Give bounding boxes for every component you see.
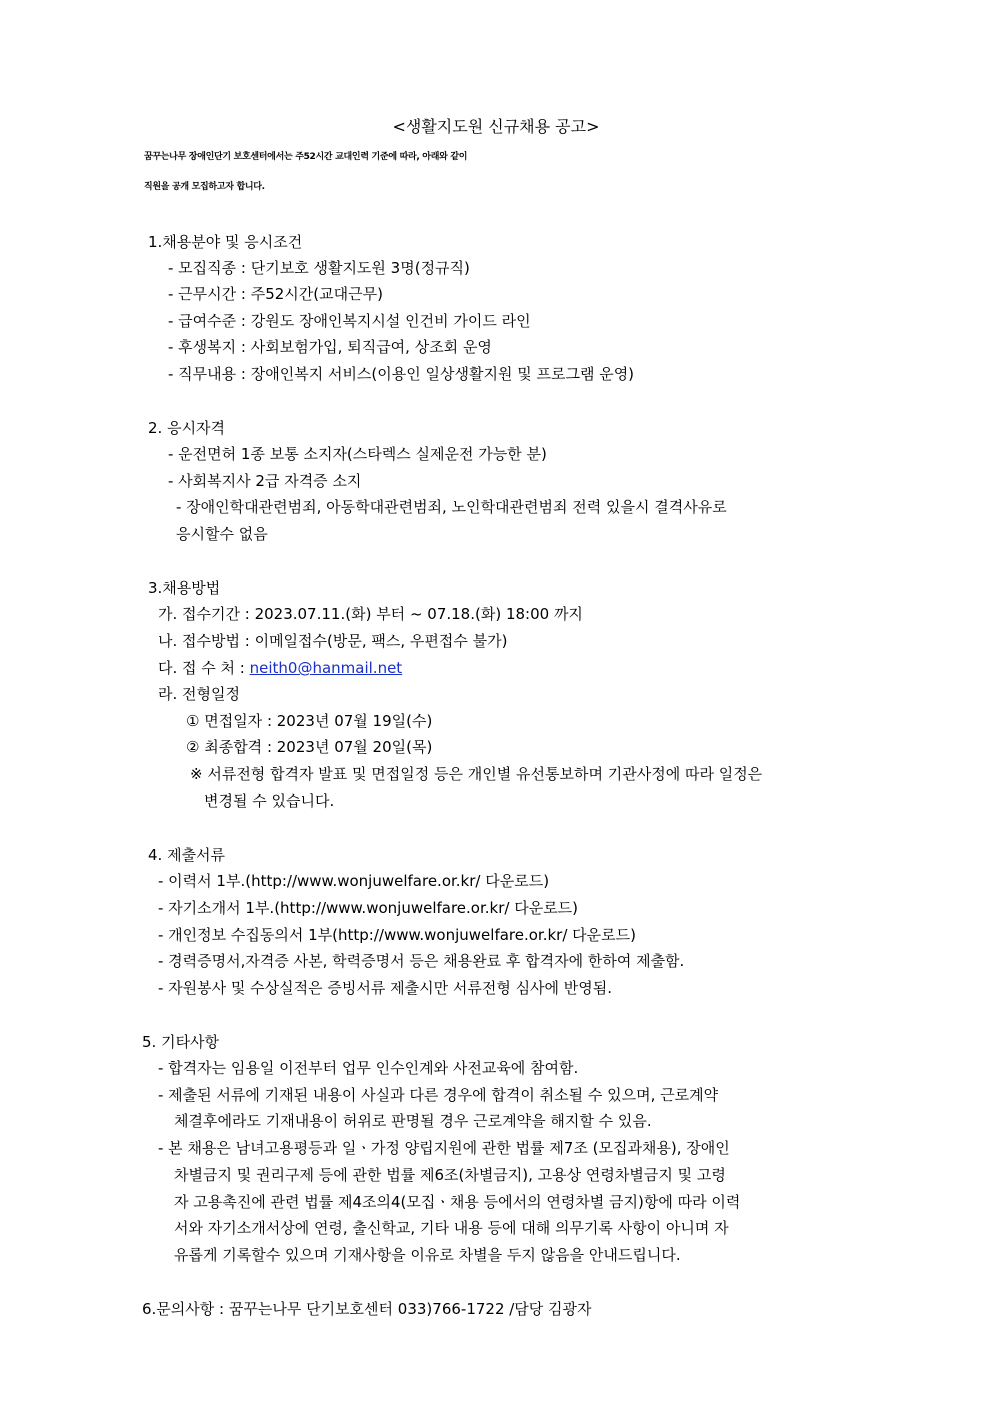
section-2-item: 응시할수 없음 bbox=[176, 525, 268, 543]
section-2-item: - 운전면허 1종 보통 소지자(스타렉스 실제운전 가능한 분) bbox=[168, 445, 547, 463]
section-2-heading: 2. 응시자격 bbox=[148, 419, 226, 437]
schedule-note: 변경될 수 있습니다. bbox=[204, 792, 335, 810]
section-2-item: - 사회복지사 2급 자격증 소지 bbox=[168, 472, 362, 490]
section-1-item: - 급여수준 : 강원도 장애인복지시설 인건비 가이드 라인 bbox=[168, 312, 531, 330]
schedule-item: ② 최종합격 : 2023년 07월 20일(목) bbox=[186, 738, 433, 756]
application-address bbox=[158, 658, 402, 678]
section-1-item: - 모집직종 : 단기보호 생활지도원 3명(정규직) bbox=[168, 259, 470, 277]
section-5-item: 자 고용촉진에 관련 법률 제4조의4(모집ㆍ채용 등에서의 연령차별 금지)항에 따라 이력 bbox=[174, 1193, 741, 1211]
section-1-heading: 1.채용분야 및 응시조건 bbox=[148, 233, 303, 251]
contact-info: 6.문의사항 : 꿈꾸는나무 단기보호센터 033)766-1722 /담당 김광자 bbox=[142, 1300, 592, 1318]
schedule-note: ※ 서류전형 합격자 발표 및 면접일정 등은 개인별 유선통보하며 기관사정에 따라 일정은 bbox=[190, 765, 763, 783]
section-5-heading: 5. 기타사항 bbox=[142, 1033, 220, 1051]
section-5-item: 체결후에라도 기재내용이 허위로 판명될 경우 근로계약을 해지할 수 있음. bbox=[174, 1112, 652, 1130]
section-5-item: 서와 자기소개서상에 연령, 출신학교, 기타 내용 등에 대해 의무기록 사항이 아니며 자 bbox=[174, 1219, 729, 1237]
section-1-item: - 후생복지 : 사회보험가입, 퇴직급여, 상조회 운영 bbox=[168, 338, 492, 356]
schedule-item: ① 면접일자 : 2023년 07월 19일(수) bbox=[186, 712, 433, 730]
application-method: 나. 접수방법 : 이메일접수(방문, 팩스, 우편접수 불가) bbox=[158, 632, 508, 650]
intro-line-2: 직원을 공개 모집하고자 합니다. bbox=[144, 182, 265, 192]
section-4-item: - 개인정보 수집동의서 1부(http://www.wonjuwelfare.or.kr/ 다운로드) bbox=[158, 926, 636, 944]
application-address-label: 다. 접 수 처 : bbox=[158, 659, 250, 677]
section-2-item: - 장애인학대관련범죄, 아동학대관련범죄, 노인학대관련범죄 전력 있을시 결격사유로 bbox=[176, 498, 727, 516]
section-4-item: - 이력서 1부.(http://www.wonjuwelfare.or.kr/ 다운로드) bbox=[158, 872, 550, 890]
section-5-item: - 제출된 서류에 기재된 내용이 사실과 다른 경우에 합격이 취소될 수 있으며, 근로계약 bbox=[158, 1086, 719, 1104]
section-4-heading: 4. 제출서류 bbox=[148, 846, 226, 864]
section-4-item: - 자원봉사 및 수상실적은 증빙서류 제출시만 서류전형 심사에 반영됨. bbox=[158, 979, 613, 997]
section-5-item: - 본 채용은 남녀고용평등과 일ㆍ가정 양립지원에 관한 법률 제7조 (모집과채용), 장애인 bbox=[158, 1139, 730, 1157]
email-link[interactable]: neith0@hanmail.net bbox=[249, 659, 403, 677]
section-1-item: - 근무시간 : 주52시간(교대근무) bbox=[168, 285, 383, 303]
section-1-item: - 직무내용 : 장애인복지 서비스(이용인 일상생활지원 및 프로그램 운영) bbox=[168, 365, 635, 383]
section-3-heading: 3.채용방법 bbox=[148, 579, 221, 597]
document-title: <생활지도원 신규채용 공고> bbox=[392, 117, 600, 136]
application-period: 가. 접수기간 : 2023.07.11.(화) 부터 ~ 07.18.(화) 18:00 까지 bbox=[158, 605, 583, 623]
section-4-item: - 경력증명서,자격증 사본, 학력증명서 등은 채용완료 후 합격자에 한하여 제출함. bbox=[158, 952, 685, 970]
intro-line-1: 꿈꾸는나무 장애인단기 보호센터에서는 주52시간 교대인력 기준에 따라, 아래와 같이 bbox=[144, 152, 468, 162]
section-5-item: 유롭게 기록할수 있으며 기재사항을 이유로 차별을 두지 않음을 안내드립니다. bbox=[174, 1246, 681, 1264]
section-5-item: - 합격자는 임용일 이전부터 업무 인수인계와 사전교육에 참여함. bbox=[158, 1059, 579, 1077]
schedule-heading: 라. 전형일정 bbox=[158, 685, 240, 703]
section-4-item: - 자기소개서 1부.(http://www.wonjuwelfare.or.kr/ 다운로드) bbox=[158, 899, 579, 917]
section-5-item: 차별금지 및 권리구제 등에 관한 법률 제6조(차별금지), 고용상 연령차별금지 및 고령 bbox=[174, 1166, 726, 1184]
